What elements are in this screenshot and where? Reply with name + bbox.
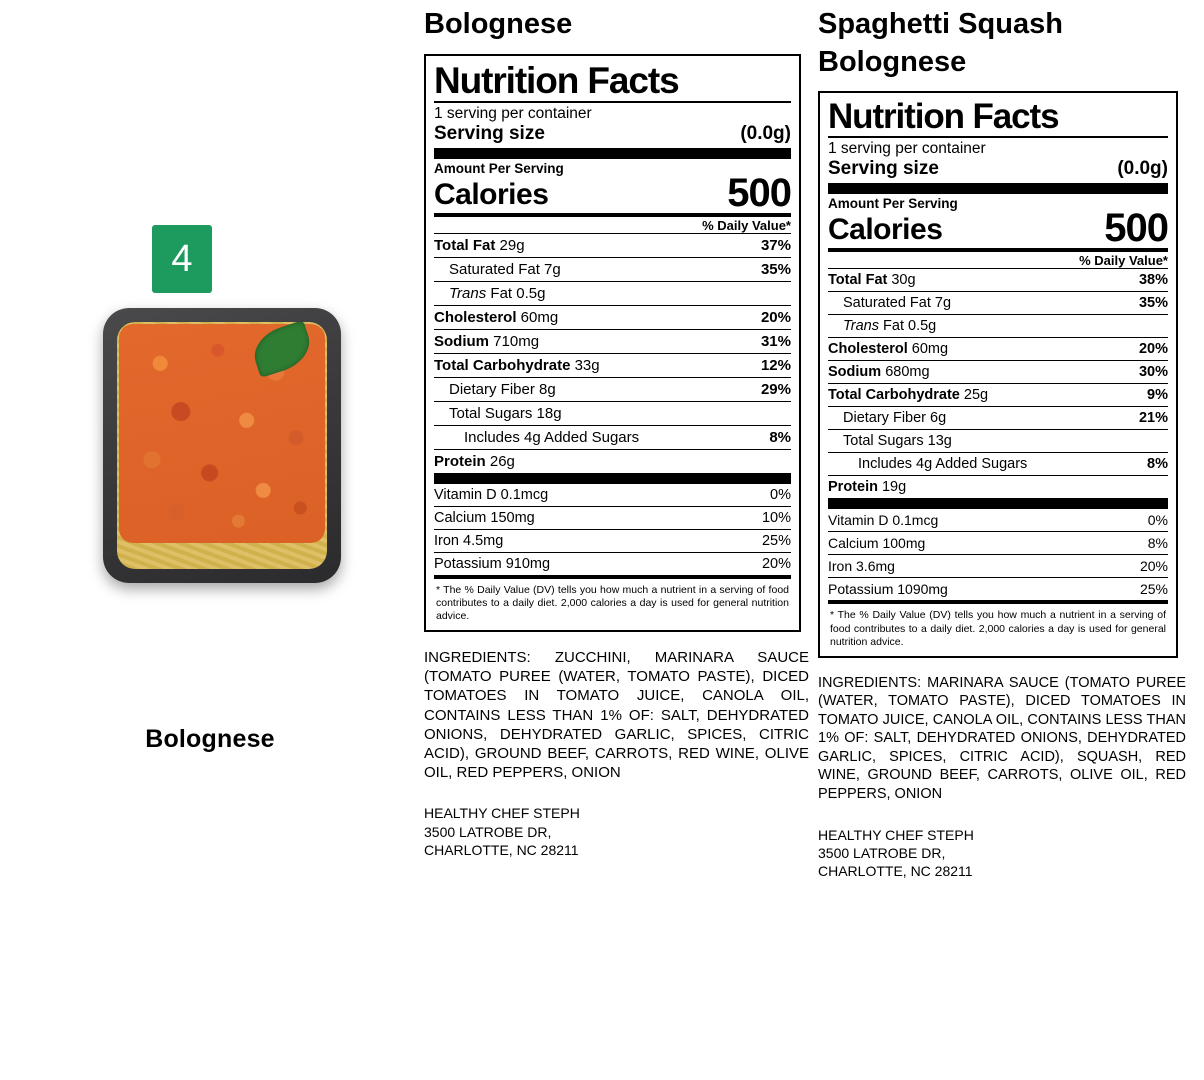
calories-value: 500	[727, 170, 791, 215]
panel-title: Spaghetti Squash Bolognese	[818, 8, 1063, 78]
nutrient-row	[434, 282, 791, 305]
nutrient-daily-value: 30%	[1138, 364, 1168, 381]
amount-per-serving-label: Amount Per Serving	[828, 196, 958, 212]
servings-per-container: 1 serving per container	[828, 140, 986, 158]
nutrient-row	[434, 354, 791, 377]
ingredients-text: INGREDIENTS: MARINARA SAUCE (TOMATO PUREE (WATER, TOMATO PASTE), DICED TOMATOES IN TOMATO JUICE, CANOLA OIL, CONTAINS LESS THAN 1% OF: SALT, DEHYDRATED ONIONS, DEHYDRATED GARLIC, SPICES, CITRIC ACID), SQUASH, RED WINE, GROUND BEEF, CARROTS, OLIVE OIL, RED PEPPERS, ONION	[818, 674, 1186, 803]
vitamin-name: Vitamin D 0.1mcg	[434, 486, 549, 503]
tray-inner	[117, 322, 327, 569]
vitamin-row	[434, 553, 791, 575]
nutrient-daily-value: 8%	[1147, 456, 1168, 473]
vitamin-name: Vitamin D 0.1mcg	[828, 512, 939, 529]
daily-value-header: % Daily Value*	[1079, 253, 1168, 269]
vitamin-daily-value: 20%	[1139, 558, 1168, 575]
serving-size-row	[434, 123, 791, 145]
nutrient-daily-value: 21%	[1138, 410, 1168, 427]
nutrient-daily-value: 31%	[760, 332, 791, 350]
nutrition-facts-label	[424, 54, 801, 632]
panel-spaghetti-squash-bolognese	[818, 0, 1186, 880]
nutrient-name: Protein 19g	[828, 479, 907, 496]
serving-size-label: Serving size	[434, 122, 545, 144]
nutrition-facts-label	[818, 91, 1178, 657]
nutrient-rows	[828, 269, 1168, 498]
nutrient-name: Trans Fat 0.5g	[449, 284, 546, 302]
nutrient-daily-value: 35%	[1138, 295, 1168, 312]
serving-size-row	[828, 158, 1168, 180]
vitamin-row	[434, 530, 791, 552]
nutrient-name: Sodium 710mg	[434, 332, 540, 350]
daily-value-footnote: * The % Daily Value (DV) tells you how much a nutrient in a serving of food contributes to a daily diet. 2,000 calories a day is used for general nutrition advice.	[830, 609, 1166, 648]
serving-size-label: Serving size	[828, 158, 939, 180]
nutrient-name: Includes 4g Added Sugars	[464, 428, 640, 446]
nutrient-daily-value: 29%	[760, 380, 791, 398]
address-line-3: CHARLOTTE, NC 28211	[818, 862, 973, 879]
nutrient-rows	[434, 234, 791, 473]
nutrient-name: Total Sugars 18g	[449, 404, 562, 422]
serving-size-value: (0.0g)	[1117, 158, 1168, 180]
vitamin-name: Iron 3.6mg	[828, 558, 895, 575]
vitamin-daily-value: 0%	[770, 486, 791, 503]
vitamin-row	[828, 555, 1168, 577]
nutrient-name: Total Fat 29g	[434, 236, 525, 254]
nutrient-name: Total Sugars 13g	[843, 433, 952, 450]
nutrient-name: Dietary Fiber 8g	[449, 380, 556, 398]
nutrition-facts-heading: Nutrition Facts	[434, 59, 679, 101]
vitamin-name: Potassium 910mg	[434, 555, 551, 572]
nutrient-name: Sodium 680mg	[828, 364, 930, 381]
nutrient-daily-value: 37%	[760, 236, 791, 254]
daily-value-header: % Daily Value*	[702, 217, 791, 233]
nutrient-name: Total Fat 30g	[828, 272, 916, 289]
address-line-2: 3500 LATROBE DR,	[818, 844, 946, 861]
vitamin-daily-value: 25%	[1139, 581, 1168, 598]
calories-row	[828, 206, 1168, 251]
nutrient-daily-value: 20%	[760, 308, 791, 326]
manufacturer-address	[424, 804, 809, 859]
vitamin-daily-value: 20%	[761, 555, 791, 572]
vitamin-daily-value: 10%	[761, 509, 791, 526]
ingredients-text: INGREDIENTS: ZUCCHINI, MARINARA SAUCE (TOMATO PUREE (WATER, TOMATO PASTE), DICED TOMATOES IN TOMATO JUICE, CANOLA OIL, CONTAINS LESS THAN 1% OF: SALT, DEHYDRATED ONIONS, DEHYDRATED GARLIC, SPICES, CITRIC ACID), GROUND BEEF, CARROTS, RED WINE, OLIVE OIL, RED PEPPERS, ONION	[424, 649, 809, 782]
meal-tray-image	[95, 225, 345, 585]
calories-label: Calories	[828, 213, 943, 247]
nutrient-name: Saturated Fat 7g	[449, 260, 561, 278]
nutrient-name: Saturated Fat 7g	[843, 295, 952, 312]
nutrient-row	[434, 450, 791, 473]
nutrient-daily-value: 35%	[760, 260, 791, 278]
nutrient-name: Trans Fat 0.5g	[843, 318, 937, 335]
nutrient-row	[828, 338, 1168, 360]
nutrient-row	[828, 315, 1168, 337]
nutrient-row	[434, 306, 791, 329]
product-caption: Bolognese	[145, 725, 275, 753]
nutrient-daily-value: 20%	[1138, 341, 1168, 358]
quantity-badge: 4	[152, 225, 212, 293]
vitamin-daily-value: 0%	[1147, 512, 1168, 529]
nutrient-name: Cholesterol 60mg	[434, 308, 559, 326]
manufacturer-address	[818, 826, 1186, 881]
address-line-3: CHARLOTTE, NC 28211	[424, 841, 579, 858]
nutrient-row	[828, 453, 1168, 475]
calories-label: Calories	[434, 177, 549, 211]
vitamin-name: Calcium 100mg	[828, 535, 926, 552]
nutrient-row	[828, 361, 1168, 383]
nutrition-facts-heading: Nutrition Facts	[828, 97, 1059, 137]
nutrient-row	[434, 402, 791, 425]
daily-value-footnote: * The % Daily Value (DV) tells you how much a nutrient in a serving of food contributes to a daily diet. 2,000 calories a day is used for general nutrition advice.	[436, 583, 789, 622]
address-line-2: 3500 LATROBE DR,	[424, 823, 552, 840]
nutrient-name: Protein 26g	[434, 452, 515, 470]
address-line-1: HEALTHY CHEF STEPH	[818, 826, 974, 843]
calories-row	[434, 170, 791, 215]
nutrient-daily-value: 38%	[1138, 272, 1168, 289]
vitamin-daily-value: 8%	[1147, 535, 1168, 552]
address-line-1: HEALTHY CHEF STEPH	[424, 805, 580, 822]
serving-size-value: (0.0g)	[740, 122, 791, 144]
vitamin-row	[434, 484, 791, 506]
vitamin-daily-value: 25%	[761, 532, 791, 549]
nutrient-daily-value: 8%	[769, 428, 791, 446]
nutrient-row	[828, 407, 1168, 429]
vitamin-row	[434, 507, 791, 529]
nutrient-row	[434, 258, 791, 281]
nutrient-row	[828, 384, 1168, 406]
panel-title: Bolognese	[424, 8, 573, 40]
nutrient-name: Total Carbohydrate 25g	[828, 387, 989, 404]
vitamin-name: Iron 4.5mg	[434, 532, 504, 549]
nutrient-daily-value: 9%	[1147, 387, 1168, 404]
nutrient-name: Includes 4g Added Sugars	[858, 456, 1028, 473]
nutrient-daily-value: 12%	[760, 356, 791, 374]
nutrient-row	[434, 330, 791, 353]
nutrient-name: Total Carbohydrate 33g	[434, 356, 600, 374]
servings-per-container: 1 serving per container	[434, 104, 592, 122]
vitamin-row	[828, 578, 1168, 600]
tray-container	[103, 308, 341, 583]
product-image-column	[0, 0, 420, 1080]
panel-bolognese	[424, 0, 809, 859]
nutrient-row	[434, 234, 791, 257]
nutrient-row	[434, 378, 791, 401]
vitamin-name: Calcium 150mg	[434, 509, 535, 526]
nutrient-row	[434, 426, 791, 449]
vitamin-rows	[828, 509, 1168, 600]
vitamin-name: Potassium 1090mg	[828, 581, 948, 598]
nutrient-row	[828, 292, 1168, 314]
nutrient-name: Cholesterol 60mg	[828, 341, 949, 358]
nutrient-row	[828, 476, 1168, 498]
vitamin-rows	[434, 484, 791, 575]
nutrient-row	[828, 269, 1168, 291]
vitamin-row	[828, 509, 1168, 531]
nutrient-row	[828, 430, 1168, 452]
nutrient-name: Dietary Fiber 6g	[843, 410, 947, 427]
calories-value: 500	[1104, 206, 1168, 251]
amount-per-serving-label: Amount Per Serving	[434, 160, 564, 176]
vitamin-row	[828, 532, 1168, 554]
